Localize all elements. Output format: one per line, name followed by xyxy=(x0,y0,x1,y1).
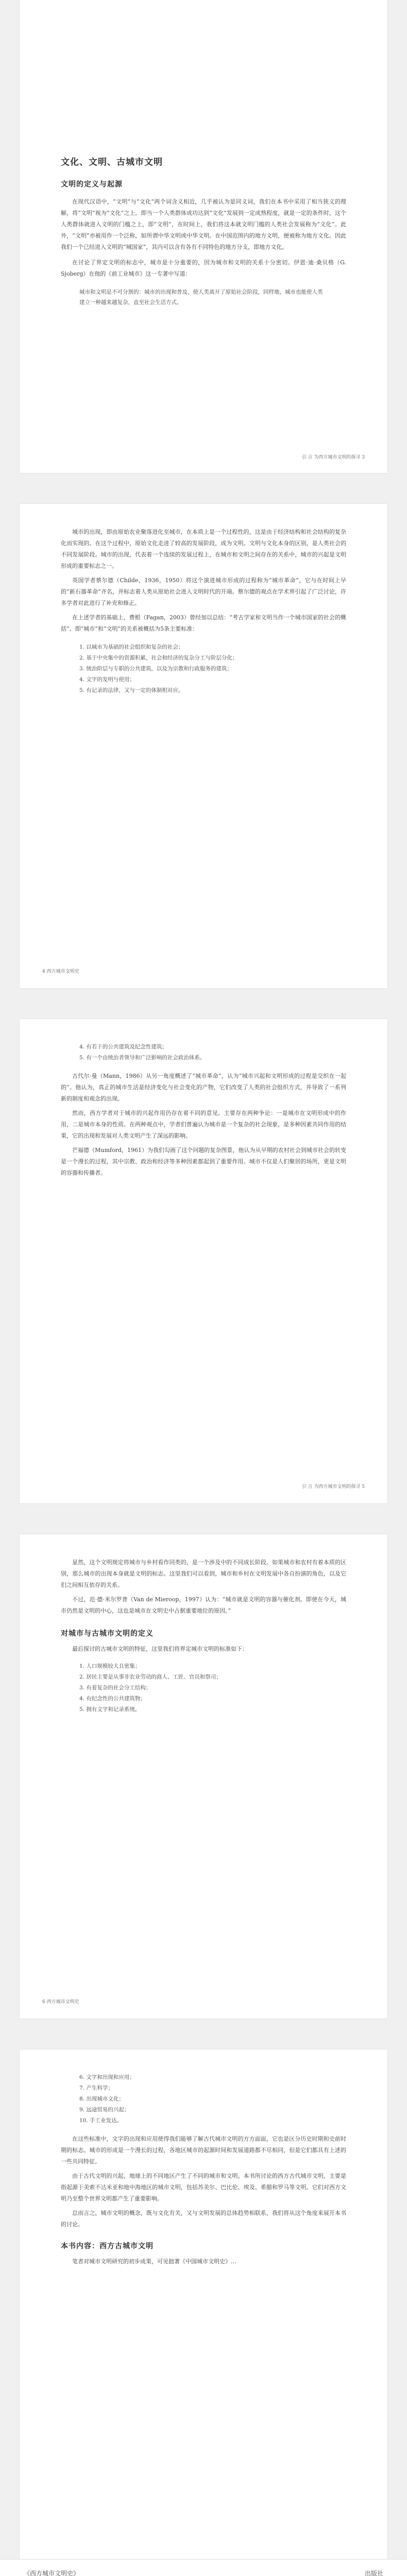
criteria-list xyxy=(61,1661,346,1715)
paragraph: 显然，这个文明规定将城市与乡村看作同类的，是一个涉及中的不同成长阶段。如果城市和农村有着本质的区别，那么城市的出现本身就是文明的标志。这里我们可以看到，城市和乡村在文明发展中各自扮演的角色，以及它们之间相互依存的关系。 xyxy=(61,1559,346,1588)
document-page-2 xyxy=(20,504,387,988)
book-title: 《西方城市文明史》 xyxy=(24,2570,80,2576)
criteria-list xyxy=(61,2072,346,2126)
page-footer: 引 言 为西方城市文明的探寻 5 xyxy=(301,1484,365,1489)
list-item: 9. 远途贸易的兴起； xyxy=(79,2107,130,2113)
paragraph: 在这些标准中，文字的出现和应用使得我们能够了解古代城市文明的方方面面，它也是区分历史时期和史前时期的标志。城市的形成是一个漫长的过程，各地区城市的起源时间和发展道路都不尽相同，但是它们都具有上述的一些共同特征。 xyxy=(61,2136,346,2165)
document-page-1 xyxy=(20,0,387,473)
list-item: 3. 统治阶层与专职的公共建筑，以及为宗教和行政服务的建筑； xyxy=(79,666,232,672)
subsection-title: 文明的定义与起源 xyxy=(61,180,123,189)
section-title: 文化、文明、古城市文明 xyxy=(61,157,163,167)
criteria-list xyxy=(61,1042,346,1063)
paragraph: 然而，西方学者对于城市的兴起作用仍存在着不同的意见。主要存在两种争论：一是城市在文明形成中的作用，二是城市本身的性质。在两种观点中，学者们普遍认为城市是一个复杂的社会现象，是多种因素共同作用的结果，它的出现和发展对人类文明产生了深远的影响。 xyxy=(61,1110,346,1139)
list-item: 8. 出现城市文化； xyxy=(79,2096,124,2102)
page-footer: 引 言 为西方城市文明的探寻 3 xyxy=(301,455,365,460)
paragraph: 英国学者蔡尔德（Childe，1936，1950）将这个演进城市形成的过程称为“城市革命”，它与在时间上早的“新石器革命”齐名，并标志着人类从原始社会进入文明时代的开端。蔡尔德的观点在学术界引起了广泛讨论，许多学者对此进行了补充和修正。 xyxy=(61,577,346,606)
paragraph: 最后探讨的古城市文明的特征，这里我们将界定城市文明的标准如下： xyxy=(72,1646,248,1652)
bottom-bar xyxy=(0,2559,407,2576)
paragraph: 在讨论了界定文明的标志中，城市是十分重要的，因为城市和文明的关系十分密切。伊恩·迪·桑贝格（G. Sjoberg）在他的《前工业城市》这一专著中写道： xyxy=(61,259,346,277)
document-page-3 xyxy=(20,1019,387,1503)
list-item: 7. 产生科学； xyxy=(79,2085,113,2091)
document-page-4 xyxy=(20,1534,387,2019)
page-2-content xyxy=(61,527,346,696)
paragraph: 由于古代文明的兴起，地球上的不同地区产生了不同的城市和文明。本书所讨论的西方古代城市文明，主要是指起源于美索不达米亚和地中海地区的城市文明，包括苏美尔、巴比伦、埃及、希腊和罗马等文明。它们对西方文明乃至整个世界文明都产生了重要影响。 xyxy=(61,2173,346,2202)
list-item: 2. 基于中央集中的资源积累，社会和经济的复杂分工与阶层分化； xyxy=(79,655,238,661)
block-quote: 城市和文明是不可分割的：城市的出现和普及，使人类离开了原始社会阶段，同样地，城市也能使人类建立一种越来越复杂，直至社会生活方式。 xyxy=(79,289,323,306)
criteria-list xyxy=(61,642,346,696)
paragraph: 在现代汉语中，“文明”与“文化”两个词含义相近，几乎被认为是同义词，我们在本书中采用了相当狭义的理解，将“文明”视为“文化”之上。即当一个人类群体成功达到“文化”发展到一定成熟程度，就是一定的条件时，这个人类群体就进入文明的门槛之上，即“文明”，在时间上，我们将这本就文明门槛的人类社会发展称为“文化”。此外，“文明”亦被用作一个泛称，如所谓中华文明或中华文明。在中国范围内的地方文明，便被称为地方文化。因此我们一个已经进入文明的“城国家”，其内可以含有各有不同特色的地方分支，即地方文化。 xyxy=(61,198,346,250)
list-item: 1. 人口规模较大且密集； xyxy=(79,1663,141,1669)
page-3-content xyxy=(61,1042,346,1179)
paragraph: 芒福德（Mumford，1961）为我们勾画了这个问题的复杂图景，他认为从早期的农村社会到城市社会的转变是一个漫长的过程，其中宗教、政治和经济等多种因素都起到了重要作用。城市不仅是人们聚居的场所，更是文明的容器和传播者。 xyxy=(61,1147,346,1176)
page-footer: 6 西方城市文明史 xyxy=(42,1999,79,2005)
paragraph: 在上述学者的基础上，费根（Fagan，2003）曾经加以总结：“考古学家和文明当作一个城市国家的社会的概括”。即“城市”和“文明”的关系被概括为5条主要标准： xyxy=(61,614,346,632)
list-item: 2. 居民主要是从事非农业劳动的商人、工匠、官员和祭司； xyxy=(79,1674,222,1680)
list-item: 5. 有记录的法律，又与一定的体制相对应。 xyxy=(79,687,184,693)
list-item: 10. 手工业发达。 xyxy=(79,2117,123,2124)
paragraph: 城市的出现，即由原始农业聚落进化至城市，在本质上是一个过程性的，这是由于经济结构和社会结构的复杂化而实现的。在这个过程中，原始文化走进了较高的发展阶段，成为文明。文明与文化本身的区别，是人类社会的不同发展阶段。城市的出现，代表着一个连续的发展过程上，在城市和文明之间存在的关系中，城市的兴起是文明形成的重要标志之一。 xyxy=(61,529,346,569)
page-1-content xyxy=(61,155,346,308)
paragraph: 古代尔·曼（Mann，1986）从另一角度概述了“城市革命”，认为“城市兴起和文明形成的过程是交织在一起的”。他认为，真正的城市生活是经济变化与社会变化的产物，它们改变了人类的社会组织方式，并导致了一系列新的制度和观念的出现。 xyxy=(61,1073,346,1102)
list-item: 5. 有一个由统治者领导和广泛影响的社会政治体系。 xyxy=(79,1055,206,1061)
list-item: 6. 文字和出现和应用； xyxy=(79,2074,135,2080)
page-5-content xyxy=(61,2072,346,2267)
page-4-content xyxy=(61,1557,346,1715)
paragraph: 不过，范·德·米尔罗普（Van de Mieroop，1997）认为：“城市就是文明的容器与催化剂。即使在今天，城市仍然是文明的中心，这也是城市在文明史中占据重要地位的原因。” xyxy=(61,1596,346,1614)
list-item: 3. 有着复杂的社会分工结构； xyxy=(79,1685,151,1691)
paragraph: 笔者对城市文明研究的初步成果，可见拙著《中国城市文明史》… xyxy=(72,2258,236,2265)
list-item: 4. 有纪念性的公共建筑物； xyxy=(79,1696,146,1702)
page-footer: 4 西方城市文明史 xyxy=(42,969,79,974)
document-page-5 xyxy=(20,2049,387,2559)
list-item: 1. 以城市为基础的社会组织和复杂的社会； xyxy=(79,644,184,650)
subsection-title: 本书内容：西方古城市文明 xyxy=(61,2242,154,2250)
list-item: 4. 文字的发明与使用； xyxy=(79,676,135,683)
list-item: 4. 有若干的公共建筑及纪念性建筑； xyxy=(79,1044,167,1050)
paragraph: 总而言之，城市文明的概念，既与文化有关，又与文明发展的总体趋势相联系，我们将从这个角度来展开本书的讨论。 xyxy=(61,2210,346,2228)
list-item: 5. 拥有文字和记录系统。 xyxy=(79,1706,141,1713)
publisher-name: 出版社 xyxy=(364,2570,383,2576)
subsection-title: 对城市与古城市文明的定义 xyxy=(61,1630,154,1638)
